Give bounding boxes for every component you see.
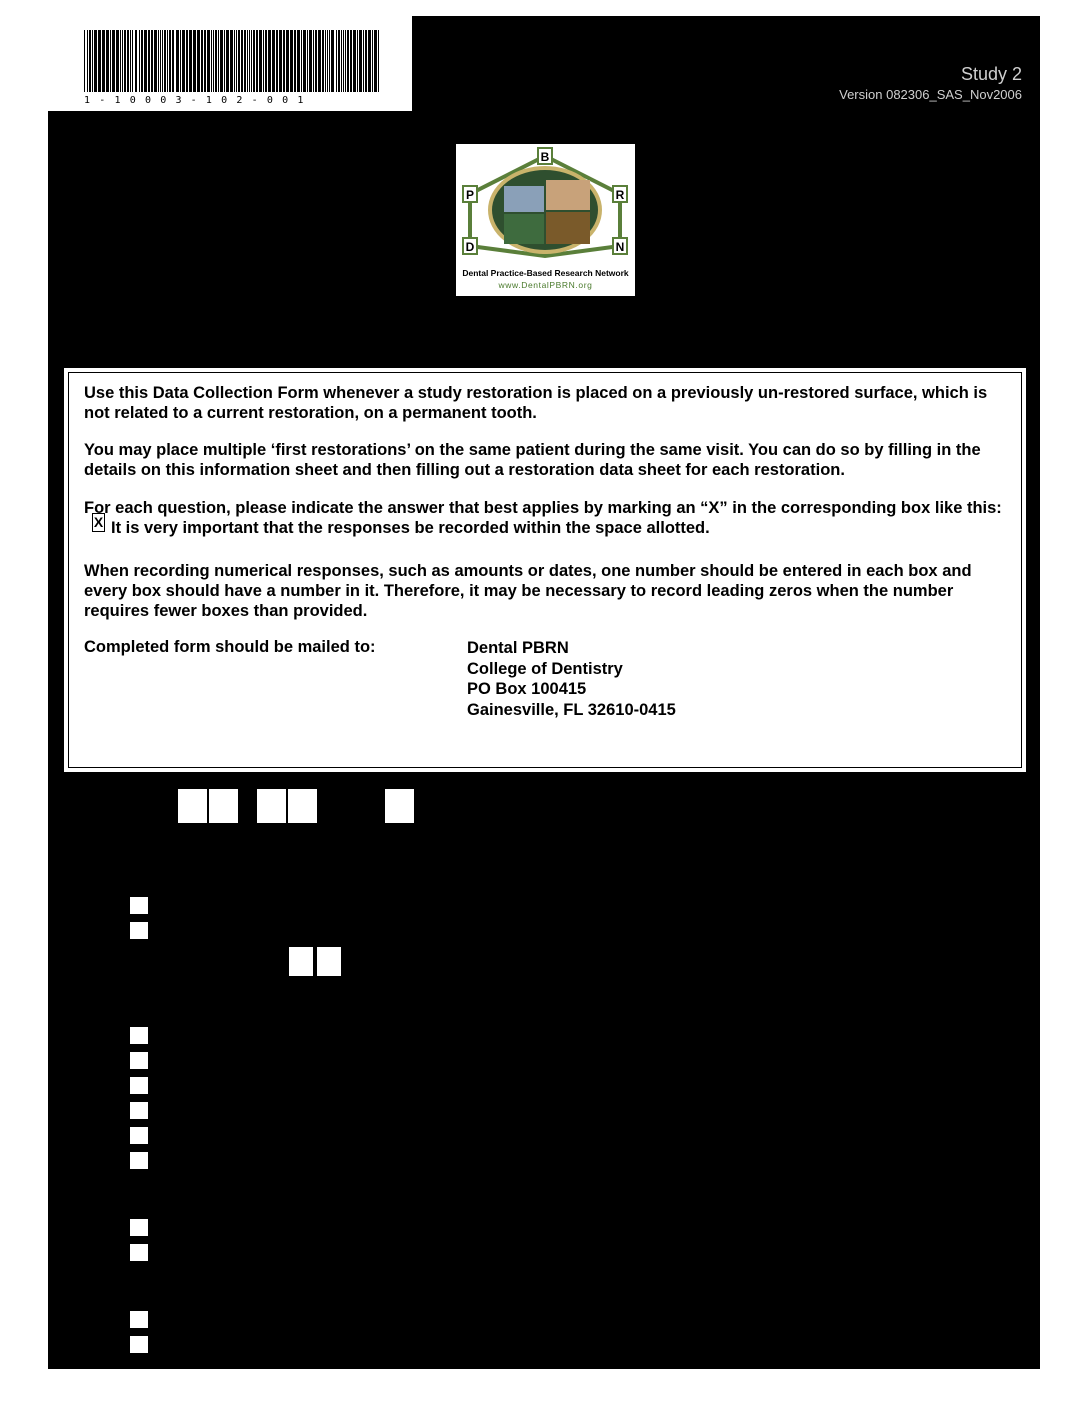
checkbox[interactable] — [130, 1102, 148, 1119]
logo-letter-d: D — [465, 240, 475, 254]
instruction-p3-text-a: For each question, please indicate the answer that best applies by marking an “X” in the corresponding box like this: — [84, 499, 1002, 517]
entry-box[interactable] — [209, 789, 238, 823]
logo-letter-p: P — [465, 188, 475, 202]
entry-box[interactable] — [385, 789, 414, 823]
checkbox[interactable] — [130, 1336, 148, 1353]
logo-letter-n: N — [615, 240, 625, 254]
instructions-box — [64, 368, 1026, 772]
address-line-4: Gainesville, FL 32610-0415 — [467, 700, 676, 719]
version-label: Version 082306_SAS_Nov2006 — [839, 87, 1022, 102]
dental-pbrn-logo — [456, 144, 635, 296]
instruction-paragraph-2: You may place multiple ‘first restorations’ on the same patient during the same visit. You can do so by filling in the details on this information sheet and then filling out a restoration data sheet for each restoration. — [84, 441, 981, 479]
instruction-paragraph-3 — [84, 498, 1014, 538]
address-line-3: PO Box 100415 — [467, 680, 587, 698]
checkbox[interactable] — [130, 1027, 148, 1044]
logo-url: www.DentalPBRN.org — [498, 280, 593, 290]
barcode — [84, 30, 382, 96]
checkbox[interactable] — [130, 922, 148, 939]
checkbox[interactable] — [130, 897, 148, 914]
mailing-address — [467, 638, 676, 720]
barcode-number: 1 - 1 0 0 0 3 - 1 0 2 - 0 0 1 — [84, 95, 305, 106]
checkbox[interactable] — [130, 1311, 148, 1328]
address-line-2: College of Dentistry — [467, 659, 623, 678]
instruction-paragraph-4: When recording numerical responses, such as amounts or dates, one number should be entered in each box and every box should have a number in it. Therefore, it may be necessary to record leading zeros when the number requires fewer boxes than provided. — [84, 562, 972, 620]
checkbox[interactable] — [130, 1244, 148, 1261]
checkbox[interactable] — [130, 1152, 148, 1169]
number-entry-box[interactable] — [317, 947, 341, 976]
logo-letter-r: R — [615, 188, 625, 202]
entry-box[interactable] — [257, 789, 286, 823]
checkbox[interactable] — [130, 1219, 148, 1236]
instruction-paragraph-1: Use this Data Collection Form whenever a study restoration is placed on a previously un-restored surface, which is not related to a current restoration, on a permanent tooth. — [84, 384, 988, 422]
logo-letter-b: B — [540, 150, 550, 164]
instruction-p3-text-b: It is very important that the responses be recorded within the space allotted. — [111, 519, 710, 537]
entry-box[interactable] — [288, 789, 317, 823]
number-entry-box[interactable] — [289, 947, 313, 976]
checkbox[interactable] — [130, 1052, 148, 1069]
logo-caption: Dental Practice-Based Research Network — [462, 268, 629, 278]
checkbox[interactable] — [130, 1127, 148, 1144]
checkbox[interactable] — [130, 1077, 148, 1094]
entry-box[interactable] — [178, 789, 207, 823]
example-x-checkbox: X — [93, 514, 104, 531]
mail-label: Completed form should be mailed to: — [84, 638, 376, 656]
logo-graphic — [456, 144, 635, 268]
address-line-1: Dental PBRN — [467, 639, 569, 657]
study-label: Study 2 — [960, 64, 1022, 84]
